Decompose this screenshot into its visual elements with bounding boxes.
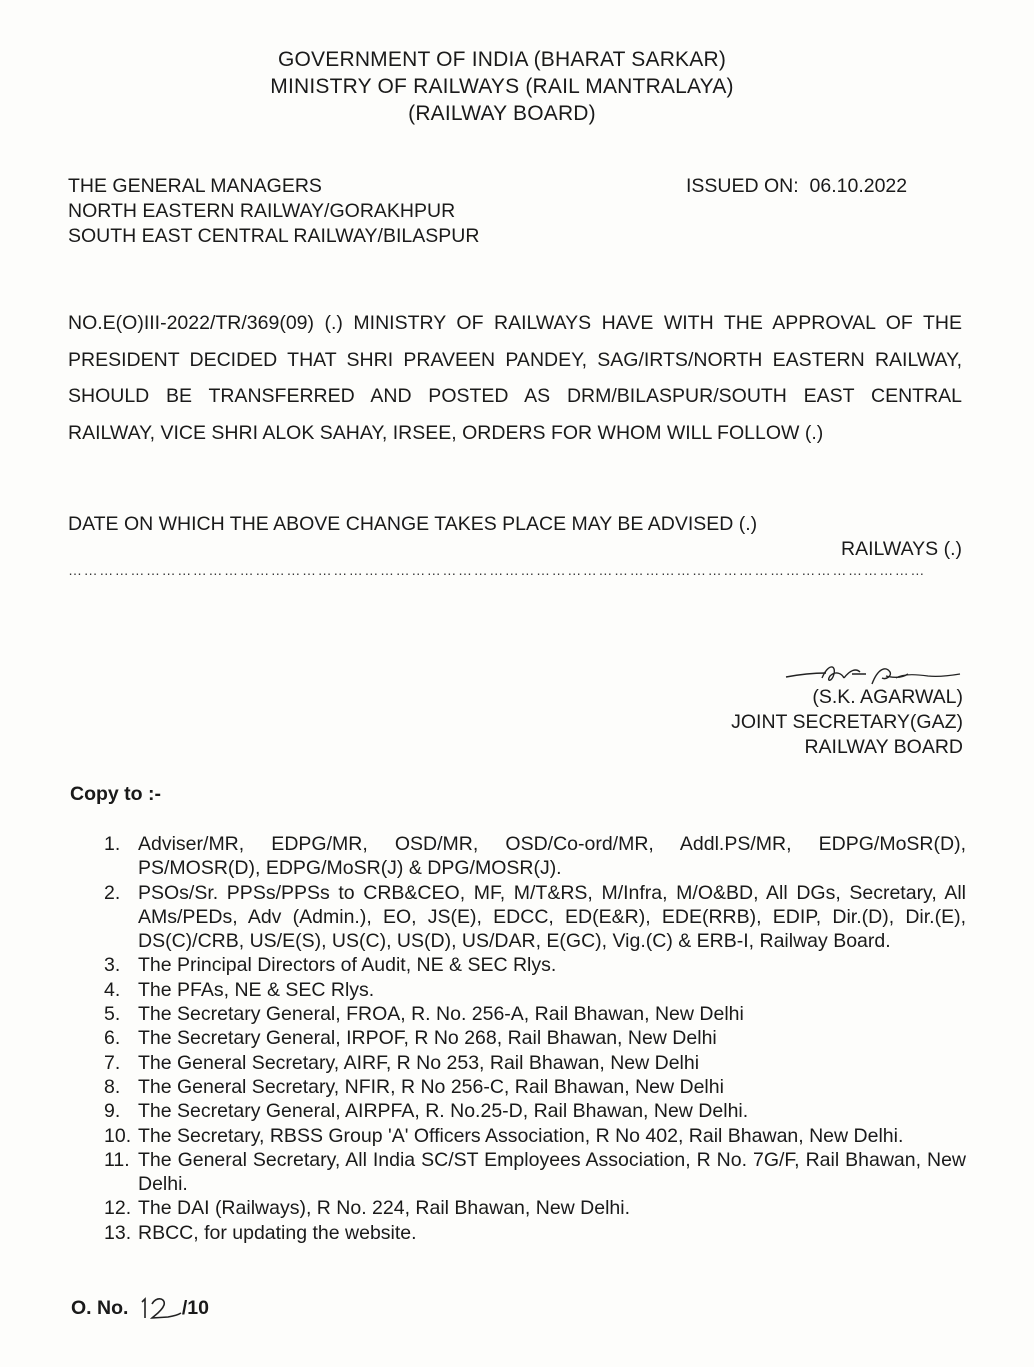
copy-item-8 (0, 1075, 966, 1099)
copy-item-number: 3. (104, 954, 121, 977)
office-number (71, 1294, 209, 1322)
copy-to-list (0, 832, 1034, 1245)
signatory-block (731, 685, 963, 760)
addressee-line-3: SOUTH EAST CENTRAL RAILWAY/BILASPUR (68, 225, 480, 247)
copy-item-4 (0, 978, 966, 1002)
copy-item-text: The Secretary General, AIRPFA, R. No.25-D, Rail Bhawan, New Delhi. (138, 1100, 749, 1123)
dotted-separator: ………………………………………………………………………………………………………………………………………………… (68, 562, 926, 578)
copy-item-text: Adviser/MR, EDPG/MR, OSD/MR, OSD/Co-ord/MR, Addl.PS/MR, EDPG/MoSR(D), PS/MOSR(D), EDPG/MoSR(J) & DPG/MOSR(J). (138, 833, 966, 880)
issued-on-label: ISSUED ON: (686, 175, 799, 197)
copy-to-heading: Copy to :- (70, 783, 161, 805)
copy-item-number: 10. (104, 1124, 132, 1147)
addressee-block (68, 174, 479, 249)
copy-item-9 (0, 1099, 966, 1123)
copy-item-text: RBCC, for updating the website. (138, 1221, 417, 1244)
copy-item-text: PSOs/Sr. PPSs/PPSs to CRB&CEO, MF, M/T&RS, M/Infra, M/O&BD, All DGs, Secretary, All AMs/PEDs, Adv (Admin.), EO, JS(E), EDCC, ED(E&R), EDE(RRB), EDIP, Dir.(D), Dir.(E), DS(C)/CRB, US/E(S), US(C), US(D), US/DAR, E(GC), Vig.(C) & ERB-I, Railway Board. (138, 881, 966, 953)
letterhead-line-3: (RAILWAY BOARD) (408, 102, 596, 125)
copy-item-text: The Secretary General, FROA, R. No. 256-A, Rail Bhawan, New Delhi (138, 1003, 744, 1026)
letterhead (0, 46, 1034, 127)
copy-item-1 (0, 832, 966, 881)
copy-item-10 (0, 1124, 966, 1148)
copy-item-6 (0, 1026, 966, 1050)
copy-item-number: 13. (104, 1221, 132, 1244)
office-number-label: O. No. (71, 1297, 129, 1319)
date-advise-line: DATE ON WHICH THE ABOVE CHANGE TAKES PLACE MAY BE ADVISED (.) (68, 513, 758, 535)
copy-item-5 (0, 1002, 966, 1026)
railways-signoff: RAILWAYS (.) (841, 538, 962, 560)
copy-item-number: 2. (104, 881, 121, 904)
copy-item-number: 5. (104, 1003, 121, 1026)
copy-item-number: 4. (104, 978, 121, 1001)
copy-item-number: 8. (104, 1075, 121, 1098)
letterhead-line-1: GOVERNMENT OF INDIA (BHARAT SARKAR) (277, 48, 727, 71)
copy-item-text: The General Secretary, All India SC/ST Employees Association, R No. 7G/F, Rail Bhawan, New Delhi. (138, 1148, 966, 1196)
copy-item-text: The Principal Directors of Audit, NE & SEC Rlys. (138, 954, 557, 977)
issued-on (686, 174, 907, 199)
copy-item-11 (0, 1148, 966, 1197)
letterhead-line-2: MINISTRY OF RAILWAYS (RAIL MANTRALAYA) (270, 75, 734, 98)
copy-item-text: The Secretary, RBSS Group 'A' Officers Association, R No 402, Rail Bhawan, New Delhi. (138, 1124, 904, 1147)
copy-item-12 (0, 1196, 966, 1220)
copy-item-number: 12. (104, 1197, 132, 1220)
copy-item-3 (0, 953, 966, 977)
signatory-designation: JOINT SECRETARY(GAZ) (731, 711, 963, 733)
copy-item-number: 9. (104, 1100, 121, 1123)
copy-item-number: 1. (104, 833, 121, 855)
order-paragraph: NO.E(O)III-2022/TR/369(09) (.) MINISTRY OF RAILWAYS HAVE WITH THE APPROVAL OF THE PRESIDENT DECIDED THAT SHRI PRAVEEN PANDEY, SAG/IRTS/NORTH EASTERN RAILWAY, SHOULD BE TRANSFERRED AND POSTED AS DRM/BILASPUR/SOUTH EAST CENTRAL RAILWAY, VICE SHRI ALOK SAHAY, IRSEE, ORDERS FOR WHOM WILL FOLLOW (.) (68, 312, 962, 444)
signatory-name: (S.K. AGARWAL) (812, 686, 963, 708)
copy-item-text: The PFAs, NE & SEC Rlys. (138, 978, 375, 1001)
signatory-office: RAILWAY BOARD (804, 736, 963, 758)
copy-item-13 (0, 1221, 966, 1245)
handwritten-number-image (134, 1294, 182, 1322)
addressee-line-2: NORTH EASTERN RAILWAY/GORAKHPUR (68, 200, 456, 222)
copy-item-number: 11. (104, 1148, 130, 1171)
copy-item-7 (0, 1051, 966, 1075)
copy-item-2 (0, 881, 966, 954)
copy-item-number: 7. (104, 1051, 121, 1074)
copy-item-text: The DAI (Railways), R No. 224, Rail Bhawan, New Delhi. (138, 1197, 631, 1220)
copy-item-text: The Secretary General, IRPOF, R No 268, Rail Bhawan, New Delhi (138, 1027, 717, 1050)
office-number-suffix: /10 (181, 1297, 209, 1319)
issued-on-date: 06.10.2022 (809, 175, 908, 197)
addressee-line-1: THE GENERAL MANAGERS (68, 175, 322, 197)
copy-item-text: The General Secretary, AIRF, R No 253, Rail Bhawan, New Delhi (138, 1051, 700, 1074)
copy-item-number: 6. (104, 1027, 121, 1050)
copy-item-text: The General Secretary, NFIR, R No 256-C, Rail Bhawan, New Delhi (138, 1075, 724, 1098)
